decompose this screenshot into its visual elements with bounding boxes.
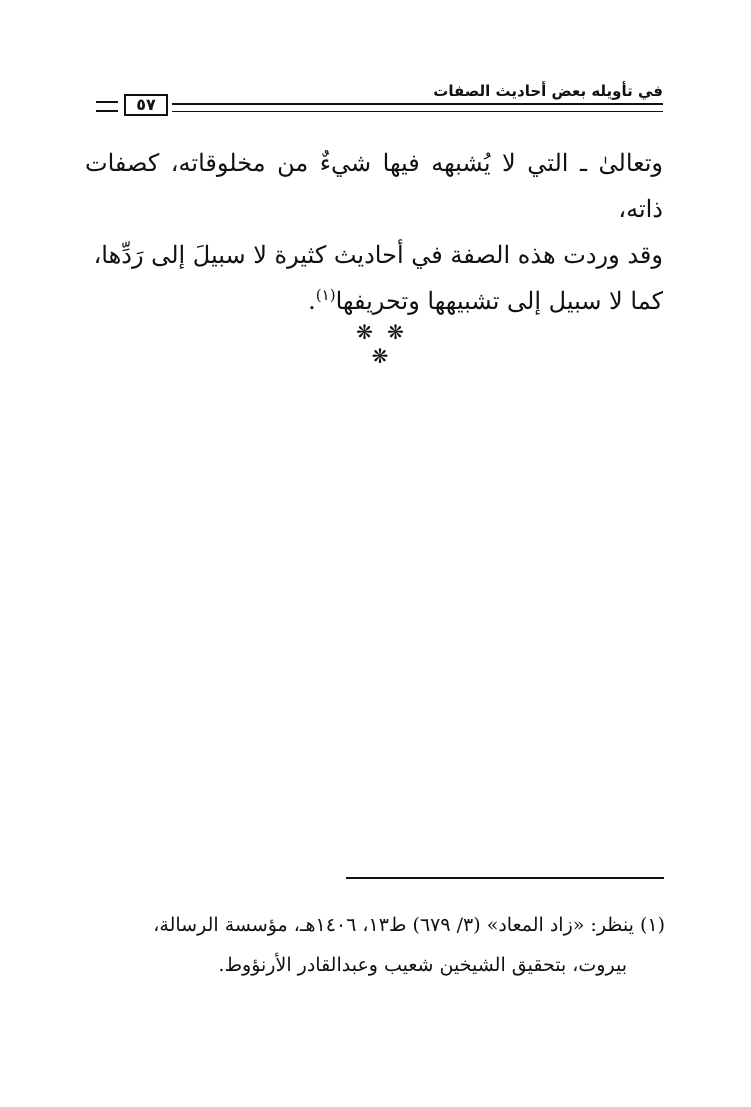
body-line-3	[85, 278, 663, 324]
header-left-rule	[96, 101, 118, 112]
footnote-line-2: بيروت، بتحقيق الشيخين شعيب وعبدالقادر الأرنؤوط.	[218, 954, 627, 976]
body-line-1: وتعالىٰ ـ التي لا يُشبهه فيها شيءٌ من مخلوقاته، كصفات ذاته،	[85, 149, 663, 223]
footnote-line-1: (١) ينظر: «زاد المعاد» (٣/ ٦٧٩) ط١٣، ١٤٠٦هـ، مؤسسة الرسالة،	[153, 914, 665, 936]
section-separator: ❋ ❋ ❋	[356, 320, 408, 368]
footnote	[65, 905, 665, 985]
body-line-2: وقد وردت هذه الصفة في أحاديث كثيرة لا سبيلَ إلى رَدِّها،	[93, 241, 663, 269]
body-paragraph	[85, 140, 663, 324]
footnote-reference: (١)	[315, 286, 336, 304]
header-rule	[172, 103, 663, 112]
body-line-3-text: كما لا سبيل إلى تشبيهها وتحريفها	[335, 287, 663, 315]
end-period: .	[308, 287, 316, 315]
running-header-title: في تأويله بعض أحاديث الصفات	[433, 82, 663, 100]
page-number-box: ٥٧	[124, 94, 168, 116]
footnote-rule	[346, 877, 664, 879]
